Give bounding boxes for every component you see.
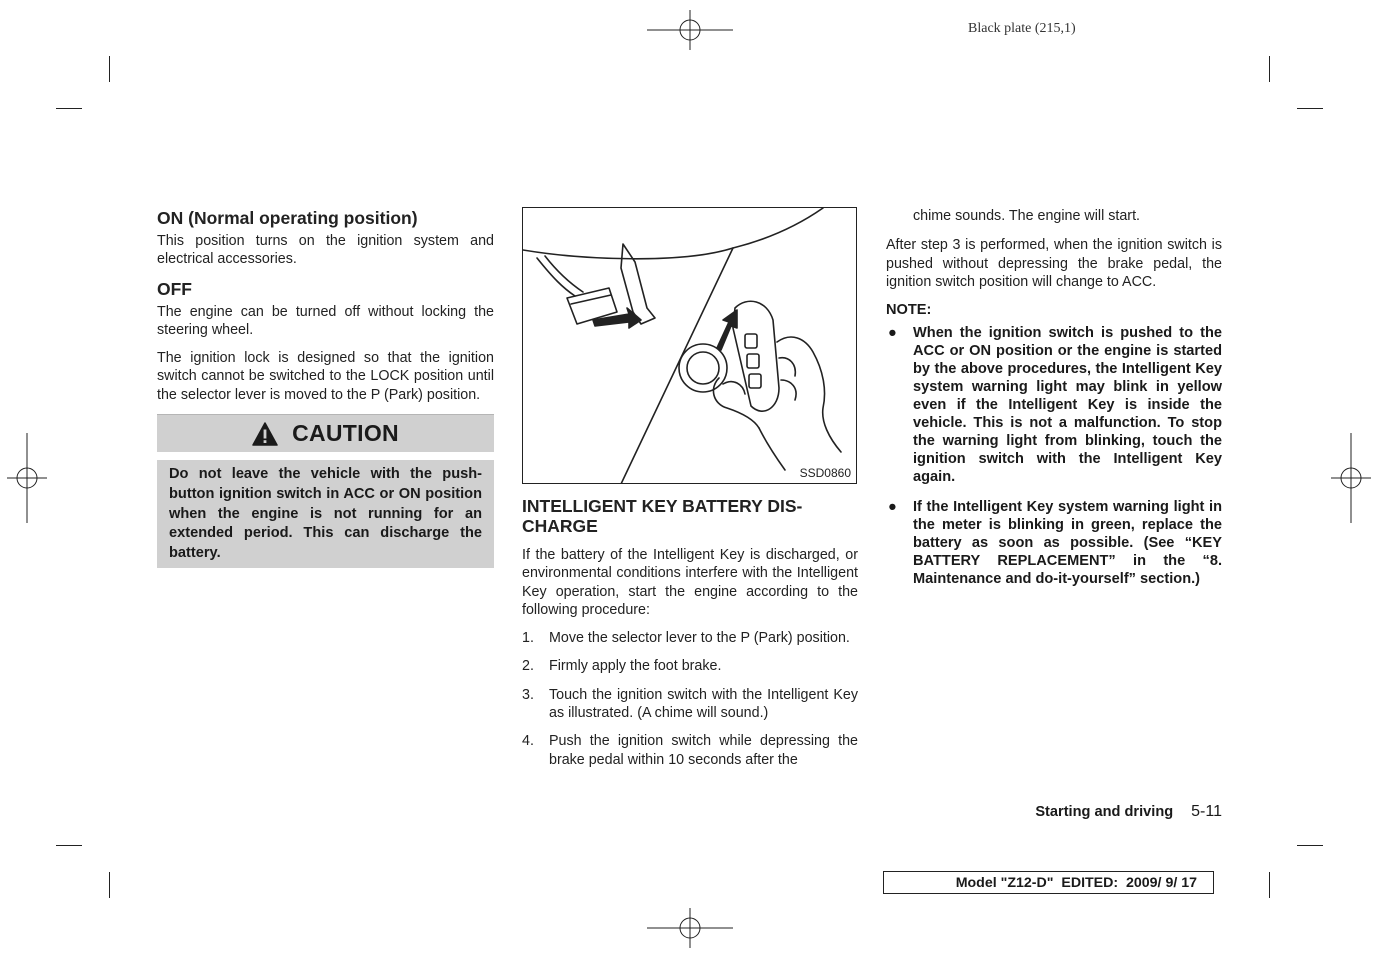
page-footer [1035, 803, 1222, 821]
step-number: 2. [522, 658, 534, 675]
caution-label: CAUTION [292, 420, 399, 447]
ignition-lock-text: The ignition lock is designed so that the ignition switch cannot be switched to the LOCK position until the selector lever is moved to the P (Park) position. [157, 350, 494, 403]
step-text: Push the ignition switch while depressing the brake pedal within 10 seconds after the [549, 733, 858, 768]
step-text: Move the selector lever to the P (Park) position. [549, 630, 850, 647]
registration-mark-right-icon [1331, 433, 1371, 523]
model-edited-box [883, 871, 1214, 894]
figure-code: SSD0860 [799, 466, 851, 480]
procedure-step-1 [522, 629, 858, 647]
footer-section: Starting and driving [1035, 804, 1174, 820]
right-column [886, 207, 1222, 600]
procedure-step-2 [522, 657, 858, 675]
step-number: 1. [522, 630, 534, 647]
left-column [157, 208, 494, 568]
step-4-continuation: chime sounds. The engine will start. [913, 208, 1141, 224]
plate-label: Black plate (215,1) [968, 21, 1076, 36]
on-section-title: ON (Normal operating position) [157, 208, 418, 228]
bullet-icon: ● [888, 325, 897, 342]
caution-text: Do not leave the vehicle with the push-button ignition switch in ACC or ON position when the engine is not running for an extended period. This can discharge the battery. [157, 460, 494, 568]
after-step-text: After step 3 is performed, when the ignition switch is pushed without depressing the brake pedal, the ignition switch position will change to ACC. [886, 237, 1222, 290]
note-bullet-2 [886, 498, 1222, 588]
warning-triangle-icon [252, 422, 278, 446]
page-number: 5-11 [1191, 803, 1222, 820]
procedure-step-4 [522, 732, 858, 769]
registration-mark-left-icon [7, 433, 47, 523]
on-section-text: This position turns on the ignition system and electrical accessories. [157, 233, 494, 268]
procedure-step-3 [522, 686, 858, 723]
note-bullet-1 [886, 324, 1222, 486]
step-number: 4. [522, 733, 534, 750]
middle-column [522, 497, 858, 779]
note-label: NOTE: [886, 302, 932, 319]
step-text: Touch the ignition switch with the Intelligent Key as illustrated. (A chime will sound.) [549, 686, 858, 722]
model-text: Model "Z12-D" EDITED: 2009/ 9/ 17 [955, 874, 1197, 891]
battery-section-title: INTELLIGENT KEY BATTERY DIS-CHARGE [522, 496, 803, 536]
ignition-illustration [522, 207, 857, 484]
off-section-text: The engine can be turned off without locking the steering wheel. [157, 303, 494, 338]
registration-mark-top-icon [647, 10, 733, 50]
step-number: 3. [522, 686, 534, 703]
step-text: Firmly apply the foot brake. [549, 658, 722, 675]
hand-key-ignition-icon [523, 208, 857, 484]
registration-mark-bottom-icon [647, 908, 733, 948]
bullet-icon: ● [888, 499, 897, 516]
bullet-text: If the Intelligent Key system warning light in the meter is blinking in green, replace the battery as soon as possible. (See “KEY BATTERY REPLACEMENT” in the “8. Maintenance and do-it-yourself” section.) [913, 499, 1222, 588]
battery-intro: If the battery of the Intelligent Key is discharged, or environmental conditions interfere with the Intelligent Key operation, start the engine according to the following procedure: [522, 547, 858, 618]
off-section-title: OFF [157, 278, 192, 299]
bullet-text: When the ignition switch is pushed to the ACC or ON position or the engine is started by the above procedures, the Intelligent Key system warning light may blink in yellow even if the Intelligent Key is inside the vehicle. This is not a malfunction. To stop the warning light from blinking, touch the ignition switch with the Intelligent Key again. [913, 325, 1222, 486]
caution-header [157, 414, 494, 452]
